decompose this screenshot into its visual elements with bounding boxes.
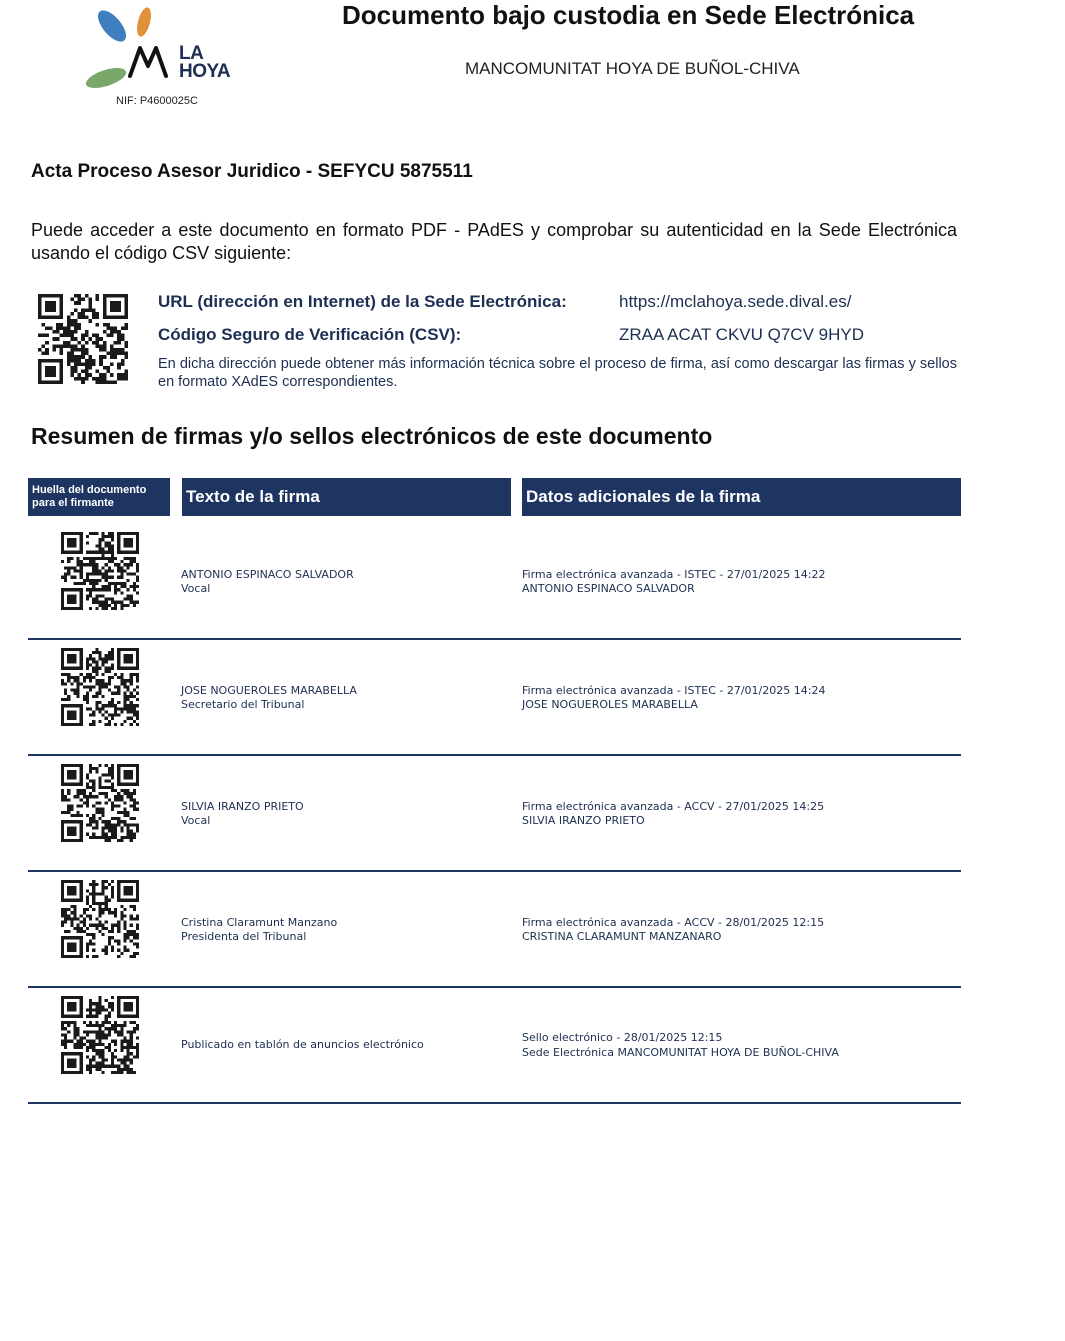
signature-qr-code (61, 764, 139, 842)
signature-holder: Sede Electrónica MANCOMUNITAT HOYA DE BUÑOL-CHIVA (522, 1046, 839, 1059)
signature-details: Firma electrónica avanzada - ACCV - 27/01/2025 14:25 (522, 800, 825, 813)
qr-pattern (61, 648, 139, 726)
signature-row (28, 756, 961, 872)
logo-orange-leaf (134, 6, 153, 38)
signature-row (28, 872, 961, 988)
signer-role: Vocal (181, 582, 211, 595)
url-label: URL (dirección en Internet) de la Sede Electrónica: (158, 292, 567, 311)
signature-details: Sello electrónico - 28/01/2025 12:15 (522, 1031, 723, 1044)
signature-row (28, 524, 961, 640)
signature-holder: SILVIA IRANZO PRIETO (522, 814, 645, 827)
signer-name: JOSE NOGUEROLES MARABELLA (181, 684, 357, 697)
signature-holder: CRISTINA CLARAMUNT MANZANARO (522, 930, 722, 943)
acta-title: Acta Proceso Asesor Juridico - SEFYCU 5875511 (31, 161, 473, 182)
url-link[interactable]: https://mclahoya.sede.dival.es/ (619, 292, 852, 311)
qr-pattern (38, 294, 128, 384)
logo-wordmark-line1: LA (179, 43, 204, 64)
signer-role: Secretario del Tribunal (181, 698, 305, 711)
signer-name: SILVIA IRANZO PRIETO (181, 800, 304, 813)
csv-qr-code (38, 294, 128, 384)
logo-wordmark-line2: HOYA (179, 61, 231, 82)
header-fingerprint: Huella del documento para el firmante (28, 478, 170, 516)
logo-m-mark (130, 48, 166, 76)
signatures-summary-title: Resumen de firmas y/o sellos electrónicos de este documento (31, 423, 713, 449)
signer-role: Presidenta del Tribunal (181, 930, 307, 943)
signature-qr-code (61, 880, 139, 958)
signature-row (28, 988, 961, 1104)
csv-code-label: Código Seguro de Verificación (CSV): (158, 325, 462, 344)
header-signature-text: Texto de la firma (182, 478, 511, 516)
signature-details: Firma electrónica avanzada - ISTEC - 27/01/2025 14:24 (522, 684, 826, 697)
signature-holder: ANTONIO ESPINACO SALVADOR (522, 582, 695, 595)
signature-qr-code (61, 996, 139, 1074)
nif-label: NIF: P4600025C (116, 95, 198, 107)
document-title: Documento bajo custodia en Sede Electrónica (342, 0, 915, 30)
csv-note: En dicha dirección puede obtener más información técnica sobre el proceso de firma, así como descargar las firmas y sellos en formato XAdES correspondientes. (158, 356, 957, 390)
signature-details: Firma electrónica avanzada - ACCV - 28/01/2025 12:15 (522, 916, 825, 929)
signature-row (28, 640, 961, 756)
signer-name: ANTONIO ESPINACO SALVADOR (181, 568, 354, 581)
csv-code-value: ZRAA ACAT CKVU Q7CV 9HYD (619, 325, 864, 344)
qr-pattern (61, 880, 139, 958)
intro-paragraph: Puede acceder a este documento en formato PDF - PAdES y comprobar su autenticidad en la Sede Electrónica usando el código CSV siguiente: (31, 220, 957, 263)
organization-name: MANCOMUNITAT HOYA DE BUÑOL-CHIVA (465, 59, 800, 78)
qr-pattern (61, 996, 139, 1074)
logo-wordmark (179, 45, 230, 81)
signer-name: Cristina Claramunt Manzano (181, 916, 338, 929)
logo-blue-leaf (93, 6, 131, 47)
signer-role: Vocal (181, 814, 211, 827)
signer-name: Publicado en tablón de anuncios electrónico (181, 1038, 424, 1051)
signature-holder: JOSE NOGUEROLES MARABELLA (522, 698, 698, 711)
signature-details: Firma electrónica avanzada - ISTEC - 27/01/2025 14:22 (522, 568, 826, 581)
signature-qr-code (61, 532, 139, 610)
qr-pattern (61, 764, 139, 842)
qr-pattern (61, 532, 139, 610)
logo-green-leaf (84, 64, 128, 88)
header-additional-data: Datos adicionales de la firma (522, 478, 961, 516)
signature-qr-code (61, 648, 139, 726)
